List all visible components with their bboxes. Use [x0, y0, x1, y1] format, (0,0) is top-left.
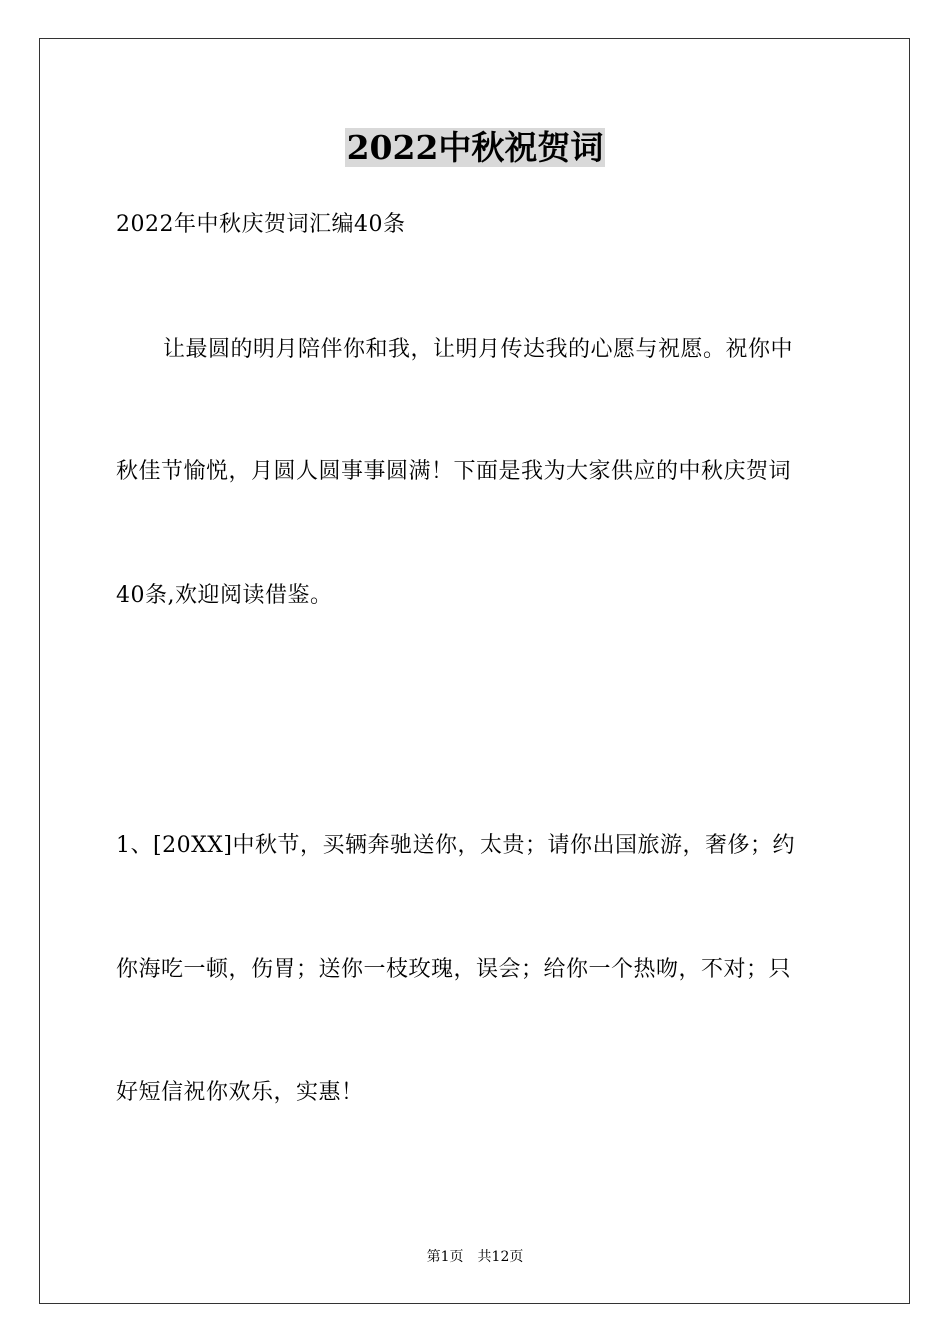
- item-1-line-3: 好短信祝你欢乐，实惠！: [116, 1080, 364, 1105]
- page-number: 第1页: [426, 1249, 464, 1265]
- subtitle: 2022年中秋庆贺词汇编40条: [116, 212, 406, 237]
- item-1-line-1: 1、[20XX]中秋节，买辆奔驰送你，太贵；请你出国旅游，奢侈；约: [116, 833, 795, 858]
- intro-line-2: 秋佳节愉悦，月圆人圆事事圆满！下面是我为大家供应的中秋庆贺词: [116, 459, 792, 484]
- intro-line-3: 40条,欢迎阅读借鉴。: [116, 583, 333, 608]
- title-text: 2022中秋祝贺词: [346, 128, 604, 167]
- intro-line-1: 让最圆的明月陪伴你和我，让明月传达我的心愿与祝愿。祝你中: [163, 337, 794, 362]
- item-1-line-2: 你海吃一顿，伤胃；送你一枝玫瑰，误会；给你一个热吻，不对；只: [116, 957, 792, 982]
- page-total: 共12页: [477, 1249, 524, 1265]
- page-footer: [0, 1247, 950, 1267]
- document-title: [0, 126, 950, 170]
